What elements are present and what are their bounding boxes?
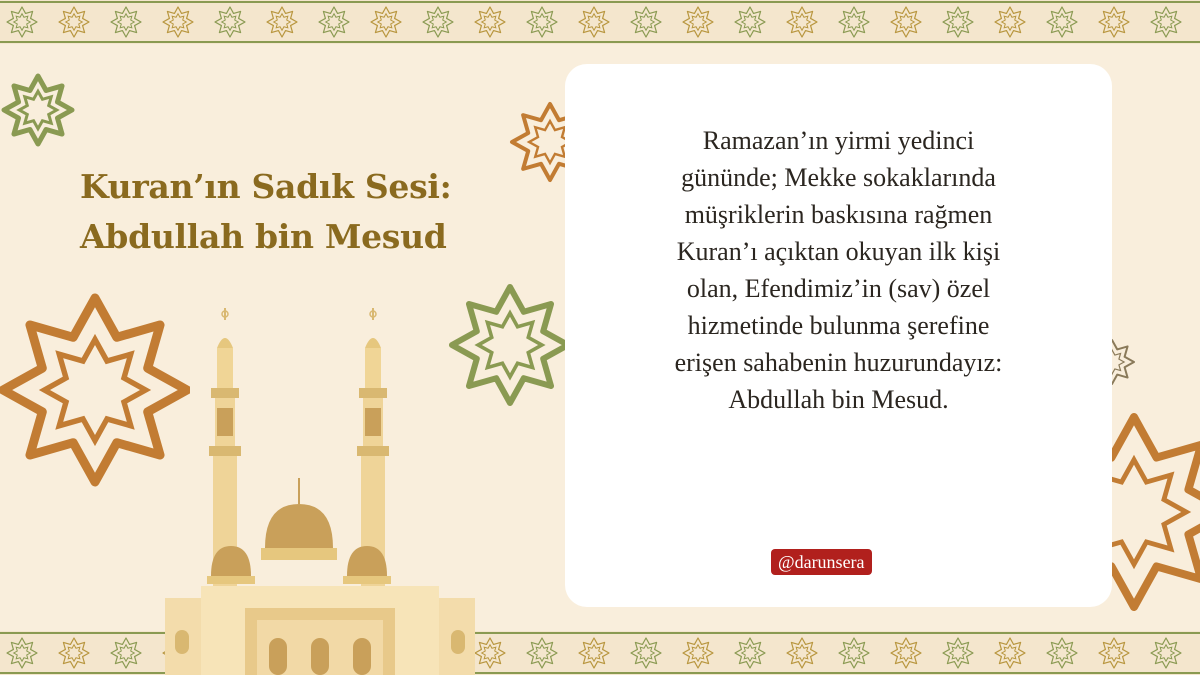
quote-line: Abdullah bin Mesud.: [728, 385, 949, 414]
quote-line: erişen sahabenin huzurundayız:: [674, 348, 1003, 377]
star-inner-outline: [19, 91, 56, 128]
quote-line: hizmetinde bulunma şerefine: [687, 311, 990, 340]
handle-badge: @darunsera: [771, 549, 872, 575]
quote-line: olan, Efendimiz’in (sav) özel: [686, 274, 991, 303]
quote-line: Kuran’ı açıktan okuyan ilk kişi: [676, 237, 1001, 266]
quote-line: Ramazan’ın yirmi yedinci: [702, 126, 975, 155]
title-line-2: Abdullah bin Mesud: [80, 217, 447, 256]
title-line-1: Kuran’ın Sadık Sesi:: [80, 167, 452, 206]
quote-line: müşriklerin baskısına rağmen: [684, 200, 993, 229]
page-title: [80, 162, 530, 262]
star-inner-outline: [44, 339, 145, 440]
star-outline: [4, 76, 72, 144]
mosque-illustration: [145, 308, 495, 675]
quote-line: gününde; Mekke sokaklarında: [681, 163, 996, 192]
top-border-pattern: [0, 0, 1200, 44]
green-star-icon: [0, 72, 76, 148]
quote-text: [595, 122, 1082, 418]
mosque-building: [165, 586, 475, 675]
quote-card: [565, 64, 1112, 607]
